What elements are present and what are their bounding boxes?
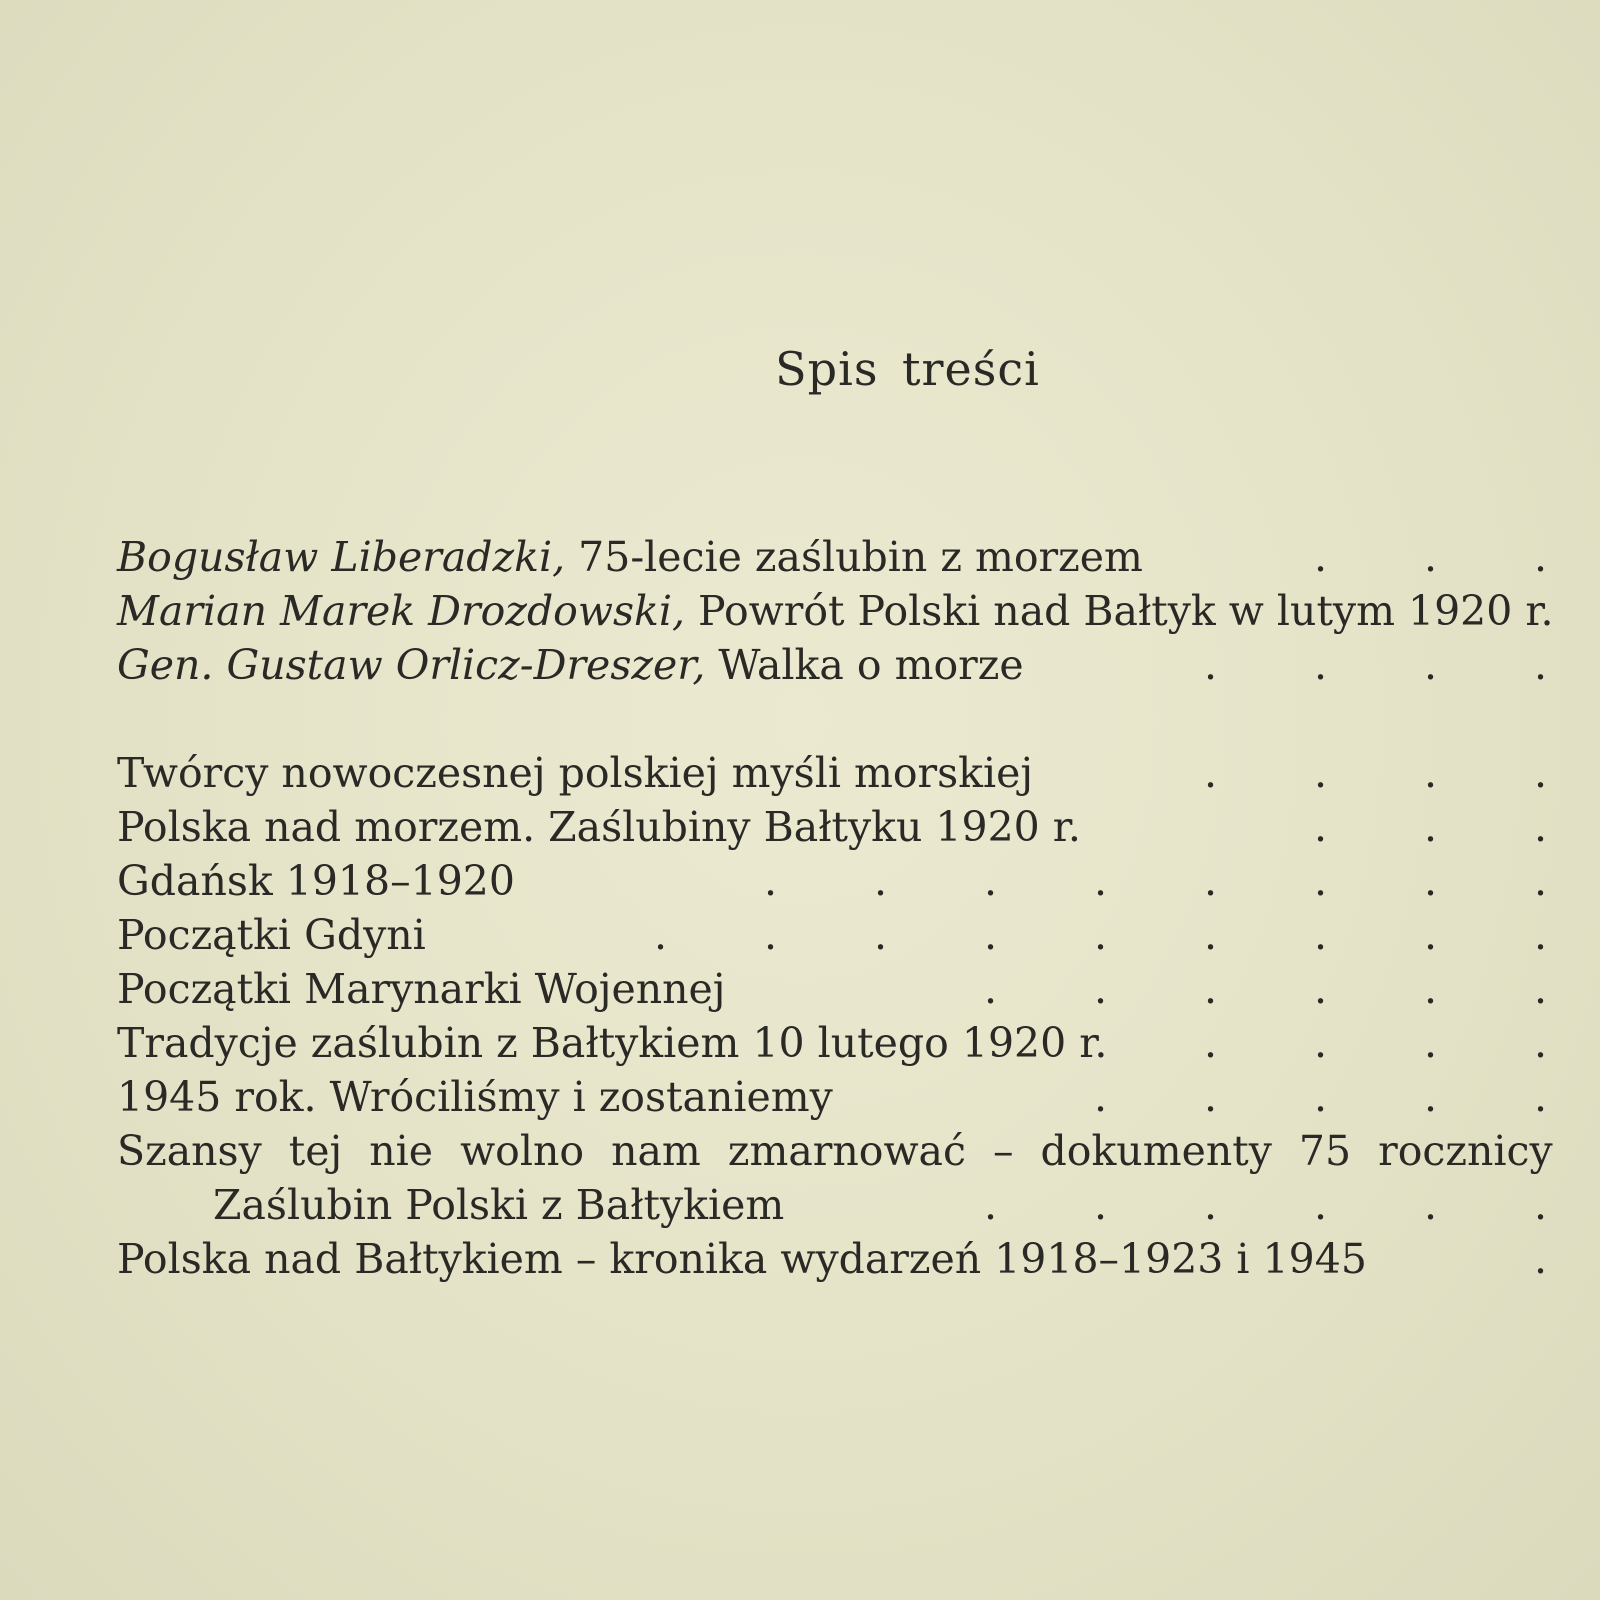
toc-entry-continuation	[117, 1178, 1547, 1232]
leader-dots: . . . .	[1203, 749, 1547, 797]
toc-entry	[117, 908, 1547, 962]
toc-title: Zaślubin Polski z Bałtykiem	[213, 1181, 785, 1229]
leader-dots: . . .	[1313, 533, 1547, 581]
toc-title: Szansy tej nie wolno nam zmarnować – dokumenty 75 rocznicy	[117, 1127, 1553, 1175]
page-title: Spis treści	[775, 342, 1040, 396]
toc-entry	[117, 962, 1547, 1016]
toc-entry	[117, 746, 1547, 800]
toc-title: Polska nad morzem. Zaślubiny Bałtyku 1920 r.	[117, 803, 1081, 851]
toc-title: Walka o morze	[718, 641, 1024, 689]
toc-title: 1945 rok. Wróciliśmy i zostaniemy	[117, 1073, 833, 1121]
toc-entry	[117, 1232, 1547, 1286]
toc-title: Początki Gdyni	[117, 911, 426, 959]
leader-dots: . . .	[1313, 803, 1547, 851]
toc-title: Polska nad Bałtykiem – kronika wydarzeń 1918–1923 i 1945	[117, 1235, 1367, 1283]
toc-title: Początki Marynarki Wojennej	[117, 965, 726, 1013]
leader-dots: . . . . . . . . .	[653, 911, 1547, 959]
toc-title: Powrót Polski nad Bałtyk w lutym 1920 r.	[698, 587, 1554, 635]
toc-title: Gdańsk 1918–1920	[117, 857, 515, 905]
toc-entry	[117, 854, 1547, 908]
toc-entry	[117, 530, 1547, 584]
leader-dots: . . . . .	[1093, 1073, 1547, 1121]
leader-dots: . . . . . . . .	[763, 857, 1547, 905]
toc-entry	[117, 1124, 1553, 1178]
leader-dots: . . . . . .	[983, 965, 1547, 1013]
toc-title: Twórcy nowoczesnej polskiej myśli morskiej	[117, 749, 1034, 797]
toc-entry	[117, 800, 1547, 854]
toc-entry	[117, 584, 1554, 638]
leader-dots: . . . .	[1203, 641, 1547, 689]
toc-author: Bogusław Liberadzki,	[117, 533, 566, 581]
toc-entry	[117, 1070, 1547, 1124]
leader-dots: . . . . . .	[983, 1181, 1547, 1229]
table-of-contents	[117, 530, 1554, 1286]
leader-dots: . . . .	[1203, 1019, 1547, 1067]
toc-title: 75-lecie zaślubin z morzem	[578, 533, 1143, 581]
toc-entry	[117, 1016, 1547, 1070]
toc-author: Marian Marek Drozdowski,	[117, 587, 685, 635]
toc-author: Gen. Gustaw Orlicz-Dreszer,	[117, 641, 706, 689]
toc-title: Tradycje zaślubin z Bałtykiem 10 lutego 1920 r.	[117, 1019, 1108, 1067]
leader-dots: .	[1533, 1235, 1547, 1283]
toc-entry	[117, 638, 1547, 692]
